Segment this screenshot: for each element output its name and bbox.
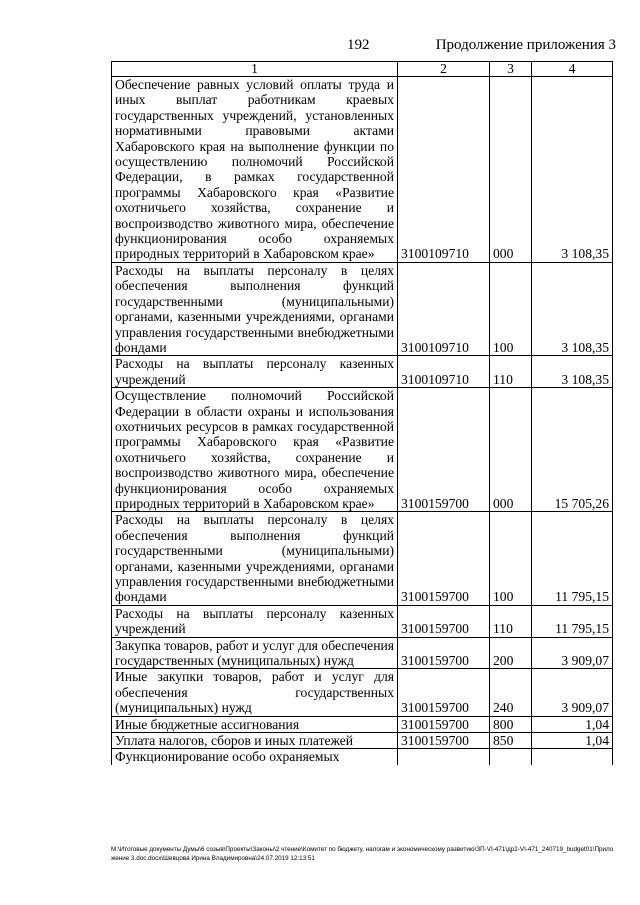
row-code: 3100159700 <box>398 669 490 716</box>
row-name: Иные закупки товаров, работ и услуг для обеспечения государственных (муниципальных) нужд <box>112 669 398 716</box>
row-name: Расходы на выплаты персоналу казенных учреждений <box>112 605 398 637</box>
table-row <box>112 388 613 512</box>
row-code: 3100159700 <box>398 637 490 669</box>
row-type: 800 <box>490 716 532 732</box>
row-amount: 11 795,15 <box>532 512 613 605</box>
row-name: Функционирование особо охраняемых <box>112 749 398 765</box>
row-amount: 15 705,26 <box>532 388 613 512</box>
row-code: 3100159700 <box>398 605 490 637</box>
row-name: Расходы на выплаты персоналу казенных учреждений <box>112 356 398 388</box>
table-row <box>112 669 613 716</box>
row-code: 3100109710 <box>398 356 490 388</box>
row-code: 3100109710 <box>398 262 490 355</box>
column-header-4: 4 <box>532 62 613 77</box>
table-row <box>112 733 613 749</box>
column-header-2: 2 <box>398 62 490 77</box>
row-amount: 3 108,35 <box>532 262 613 355</box>
table-row <box>112 637 613 669</box>
row-name: Уплата налогов, сборов и иных платежей <box>112 733 398 749</box>
table-row <box>112 512 613 605</box>
budget-table <box>111 61 613 765</box>
row-code: 3100159700 <box>398 512 490 605</box>
row-code: 3100159700 <box>398 733 490 749</box>
continuation-label: Продолжение приложения 3 <box>435 37 616 53</box>
row-amount: 3 108,35 <box>532 77 613 263</box>
row-amount: 1,04 <box>532 733 613 749</box>
row-name: Закупка товаров, работ и услуг для обеспечения государственных (муниципальных) нужд <box>112 637 398 669</box>
row-amount: 3 108,35 <box>532 356 613 388</box>
row-type: 850 <box>490 733 532 749</box>
table-row <box>112 605 613 637</box>
row-amount <box>532 749 613 765</box>
row-code: 3100159700 <box>398 388 490 512</box>
column-header-1: 1 <box>112 62 398 77</box>
row-code: 3100159700 <box>398 716 490 732</box>
row-name: Осуществление полномочий Российской Федерации в области охраны и использования охотничьих ресурсов в рамках государственной программы Хабаровского края «Развитие охотничьего хозяйства, сохранение и воспроизводство животного мира, обеспечение функционирования особо охраняемых природных территорий в Хабаровском крае» <box>112 388 398 512</box>
row-type: 100 <box>490 512 532 605</box>
row-code: 3100109710 <box>398 77 490 263</box>
row-type: 000 <box>490 388 532 512</box>
table-row <box>112 356 613 388</box>
row-type: 000 <box>490 77 532 263</box>
row-amount: 11 795,15 <box>532 605 613 637</box>
table-row <box>112 262 613 355</box>
row-name: Расходы на выплаты персоналу в целях обеспечения выполнения функций государственными (муниципальными) органами, казенными учреждениями, органами управления государственными внебюджетными фондами <box>112 262 398 355</box>
row-type: 200 <box>490 637 532 669</box>
row-type: 240 <box>490 669 532 716</box>
column-header-3: 3 <box>490 62 532 77</box>
column-number-row <box>112 62 613 77</box>
row-amount: 3 909,07 <box>532 669 613 716</box>
row-name: Расходы на выплаты персоналу в целях обеспечения выполнения функций государственными (муниципальными) органами, казенными учреждениями, органами управления государственными внебюджетными фондами <box>112 512 398 605</box>
row-type <box>490 749 532 765</box>
row-code <box>398 749 490 765</box>
document-path-footer: M:\Итоговые документы Думы\6 созыв\Проекты\Законы\2 чтение\Комитет по бюджету, налогам и экономическому развитию\ЗП-VI-471\др2-VI-471_240719_budget01\Приложение 3.doc.docx\Шевцова Ирина Владимировна\24.07.2019 12:13:51 <box>111 846 614 862</box>
page-number: 192 <box>347 37 370 53</box>
row-name: Обеспечение равных условий оплаты труда и иных выплат работникам краевых государственных учреждений, установленных нормативными правовыми актами Хабаровского края на выполнение функции по осуществлению полномочий Российской Федерации, в рамках государственной программы Хабаровского края «Развитие охотничьего хозяйства, сохранение и воспроизводство животного мира, обеспечение функционирования особо охраняемых природных территорий в Хабаровском крае» <box>112 77 398 263</box>
row-type: 110 <box>490 356 532 388</box>
table-row <box>112 77 613 263</box>
row-amount: 3 909,07 <box>532 637 613 669</box>
table-row-continued <box>112 749 613 765</box>
row-type: 110 <box>490 605 532 637</box>
row-amount: 1,04 <box>532 716 613 732</box>
row-type: 100 <box>490 262 532 355</box>
row-name: Иные бюджетные ассигнования <box>112 716 398 732</box>
table-row <box>112 716 613 732</box>
